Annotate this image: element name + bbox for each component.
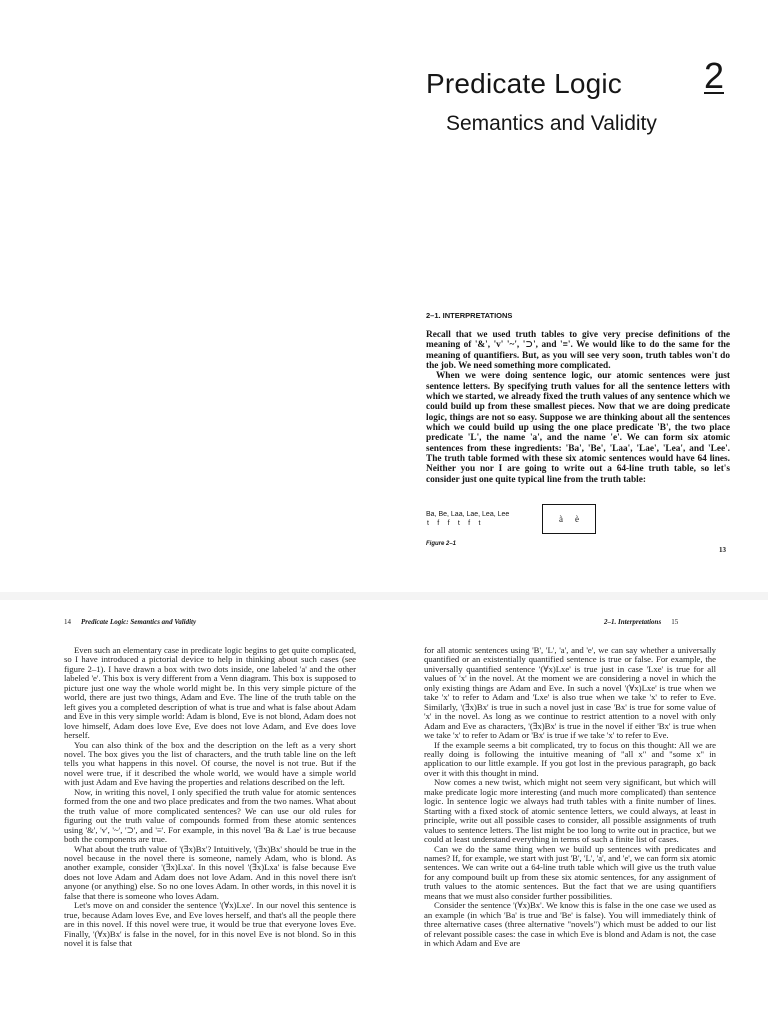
right-column [424, 646, 716, 949]
dot-label-e: è [575, 514, 579, 524]
figure-caption: Figure 2–1 [426, 541, 457, 547]
page-divider [0, 592, 768, 600]
paragraph: When we were doing sentence logic, our atomic sentences were just sentence letters. By specifying truth values for all the sentence letters with which we started, we already fixed the truth values of any sentence which we could build up from these smallest pieces. Now that we are doing predicate logic, things are not so easy. Suppose we are thinking about all the sentences which we could build up using the one place predicate 'B', the two place predicate 'L', the name 'a', and the name 'e'. We can form six atomic sentences from these ingredients: 'Ba', 'Be', 'Laa', 'Lae', 'Lea', and 'Lee'. The truth table formed with these six atomic sentences would have 64 lines. Neither you nor I are going to write out a 64-line truth table, so let's consider just one quite typical line from the truth table: [426, 371, 730, 485]
left-column [64, 646, 356, 949]
right-page-number: 15 [671, 618, 679, 626]
paragraph: If the example seems a bit complicated, try to focus on this thought: All we are really doing is following the intuitive meaning of "all x" and "some x" in application to our little example. If you got lost in the previous paragraph, go back over it with this thought in mind. [424, 739, 716, 778]
paragraph: Even such an elementary case in predicate logic begins to get quite complicated, so I have introduced a pictorial device to help in thinking about such cases (see figure 2–1). I have drawn a box with two dots inside, one labeled 'a' and the other labeled 'e'. This box is very different from a Venn diagram. This box is supposed to picture just one way the whole world might be. In this very simple picture of the world, there are just two things, Adam and Eve. The line of the truth table on the left gives you a completed description of what is true and what is false about Adam and Eve in this very simple world: Adam is blond, Eve is not blond, Adam does not love himself, Adam does love Eve, Eve does not love Adam, and Eve does love herself. [64, 645, 356, 741]
paragraph: Can we do the same thing when we build up sentences with predicates and names? If, for example, we start with just 'B', 'L', 'a', and 'e', we can form six atomic sentences. We can write out a 64-line truth table which will give us the truth value for any compound built up from these six atomic sentences, for any assignment of truth values to the atomic sentences. But the fact that we are using quantifiers means that we must also consider further possibilities. [424, 843, 716, 901]
chapter-title: Predicate Logic [426, 68, 623, 99]
dot-label-a: à [559, 514, 563, 524]
section-heading: 2–1. INTERPRETATIONS [426, 311, 513, 320]
interpretation-box [542, 504, 596, 534]
paragraph: for all atomic sentences using 'B', 'L', 'a', and 'e', we can say whether a universally quantified or an existentially quantified sentence is true or false. For example, the universally quantified sentence '(∀x)Lxe' is true just in case 'Lxe' is true for all values of 'x' in the novel. At the moment we are considering a novel in which the only existing things are Adam and Eve. In such a novel '(∀x)Lxe' is true when we take 'x' to refer to Adam and 'Lxe' is also true when we take 'x' to refer to Eve. Similarly, '(∃x)Bx' is true in such a novel just in case 'Bx' is true for some value of 'x' in the novel. As long as we continue to restrict attention to a novel with only Adam and Eve as characters, '(∃x)Bx' is true in the novel if either 'Bx' is true when we take 'x' to refer to Adam or 'Bx' is true if we take 'x' to refer to Eve. [424, 645, 716, 741]
truth-row-values: t f f t f t [427, 520, 484, 527]
paragraph: Let's move on and consider the sentence '(∀x)Lxe'. In our novel this sentence is true, because Adam loves Eve, and Eve loves herself, and that's all the people there are in this novel. If this novel were true, it would be true that everyone loves Eve. Finally, '(∀x)Bx' is false in the novel, for in this novel Eve is not blond. So in this novel it is false that [64, 900, 356, 949]
paragraph: Now comes a new twist, which might not seem very significant, but which will make predicate logic more interesting (and much more complicated) than sentence logic. In sentence logic we always had truth tables with a finite number of lines. Starting with a fixed stock of atomic sentence letters, we could always, at least in principle, write out all possible cases to consider, all possible assignments of truth values to sentence letters. The list might be too long to write out in practice, but we could at least understand everything in terms of such a finite list of cases. [424, 777, 716, 845]
left-running-header [64, 618, 196, 626]
chapter-number: 2 [704, 55, 725, 96]
chapter-subtitle: Semantics and Validity [446, 112, 657, 135]
paragraph: You can also think of the box and the description on the left as a very short novel. The box gives you the list of characters, and the truth table line on the left tells you what happens in this novel. Of course, the novel is not true. But if the novel were true, if it described the whole world, we would have a simple world with just Adam and Eve having the properties and relations described on the left. [64, 739, 356, 788]
right-header-title: 2–1. Interpretations [604, 618, 662, 626]
page-number: 13 [719, 546, 726, 554]
truth-table-row [426, 510, 509, 528]
paragraph: What about the truth value of '(∃x)Bx'? Intuitively, '(∃x)Bx' should be true in the novel because in the novel there is someone, namely Adam, who is blond. As another example, consider '(∃x)Lxa'. In this novel '(∃x)Lxa' is false because Eve does not love Adam and Adam does not love Adam. And in this novel there isn't anyone (or anything) else. So no one loves Adam. In other words, in this novel it is false that there is someone who loves Adam. [64, 843, 356, 901]
intro-text [426, 330, 730, 485]
paragraph: Now, in writing this novel, I only specified the truth value for atomic sentences formed from the one and two place predicates and from the two names. What about the truth value of more complicated sentences? We can use our old rules for figuring out the truth value of compounds formed from these atomic sentences using '&', 'v', '~', '⊃', and '≡'. For example, in this novel 'Ba & Lae' is true because both the components are true. [64, 786, 356, 845]
pages-14-15 [0, 600, 768, 1024]
paragraph: Consider the sentence '(∀x)Bx'. We know this is false in the one case we used as an example (in which 'Ba' is true and 'Be' is false). You will immediately think of three alternative cases (three alternative "novels") which must be added to our list of relevant possible cases: the case in which Eve is blond and Adam is not, the case in which Adam and Eve are [424, 900, 716, 949]
left-header-title: Predicate Logic: Semantics and Validity [81, 618, 197, 626]
paragraph: Recall that we used truth tables to give very precise definitions of the meaning of '&', 'v' '~', '⊃', and '≡'. We would like to do the same for the meaning of quantifiers. But, as you will see very soon, truth tables won't do the job. We need something more complicated. [426, 330, 730, 372]
right-running-header [604, 618, 678, 626]
truth-row-header: Ba, Be, Laa, Lae, Lea, Lee [426, 511, 510, 518]
left-page-number: 14 [64, 618, 71, 626]
